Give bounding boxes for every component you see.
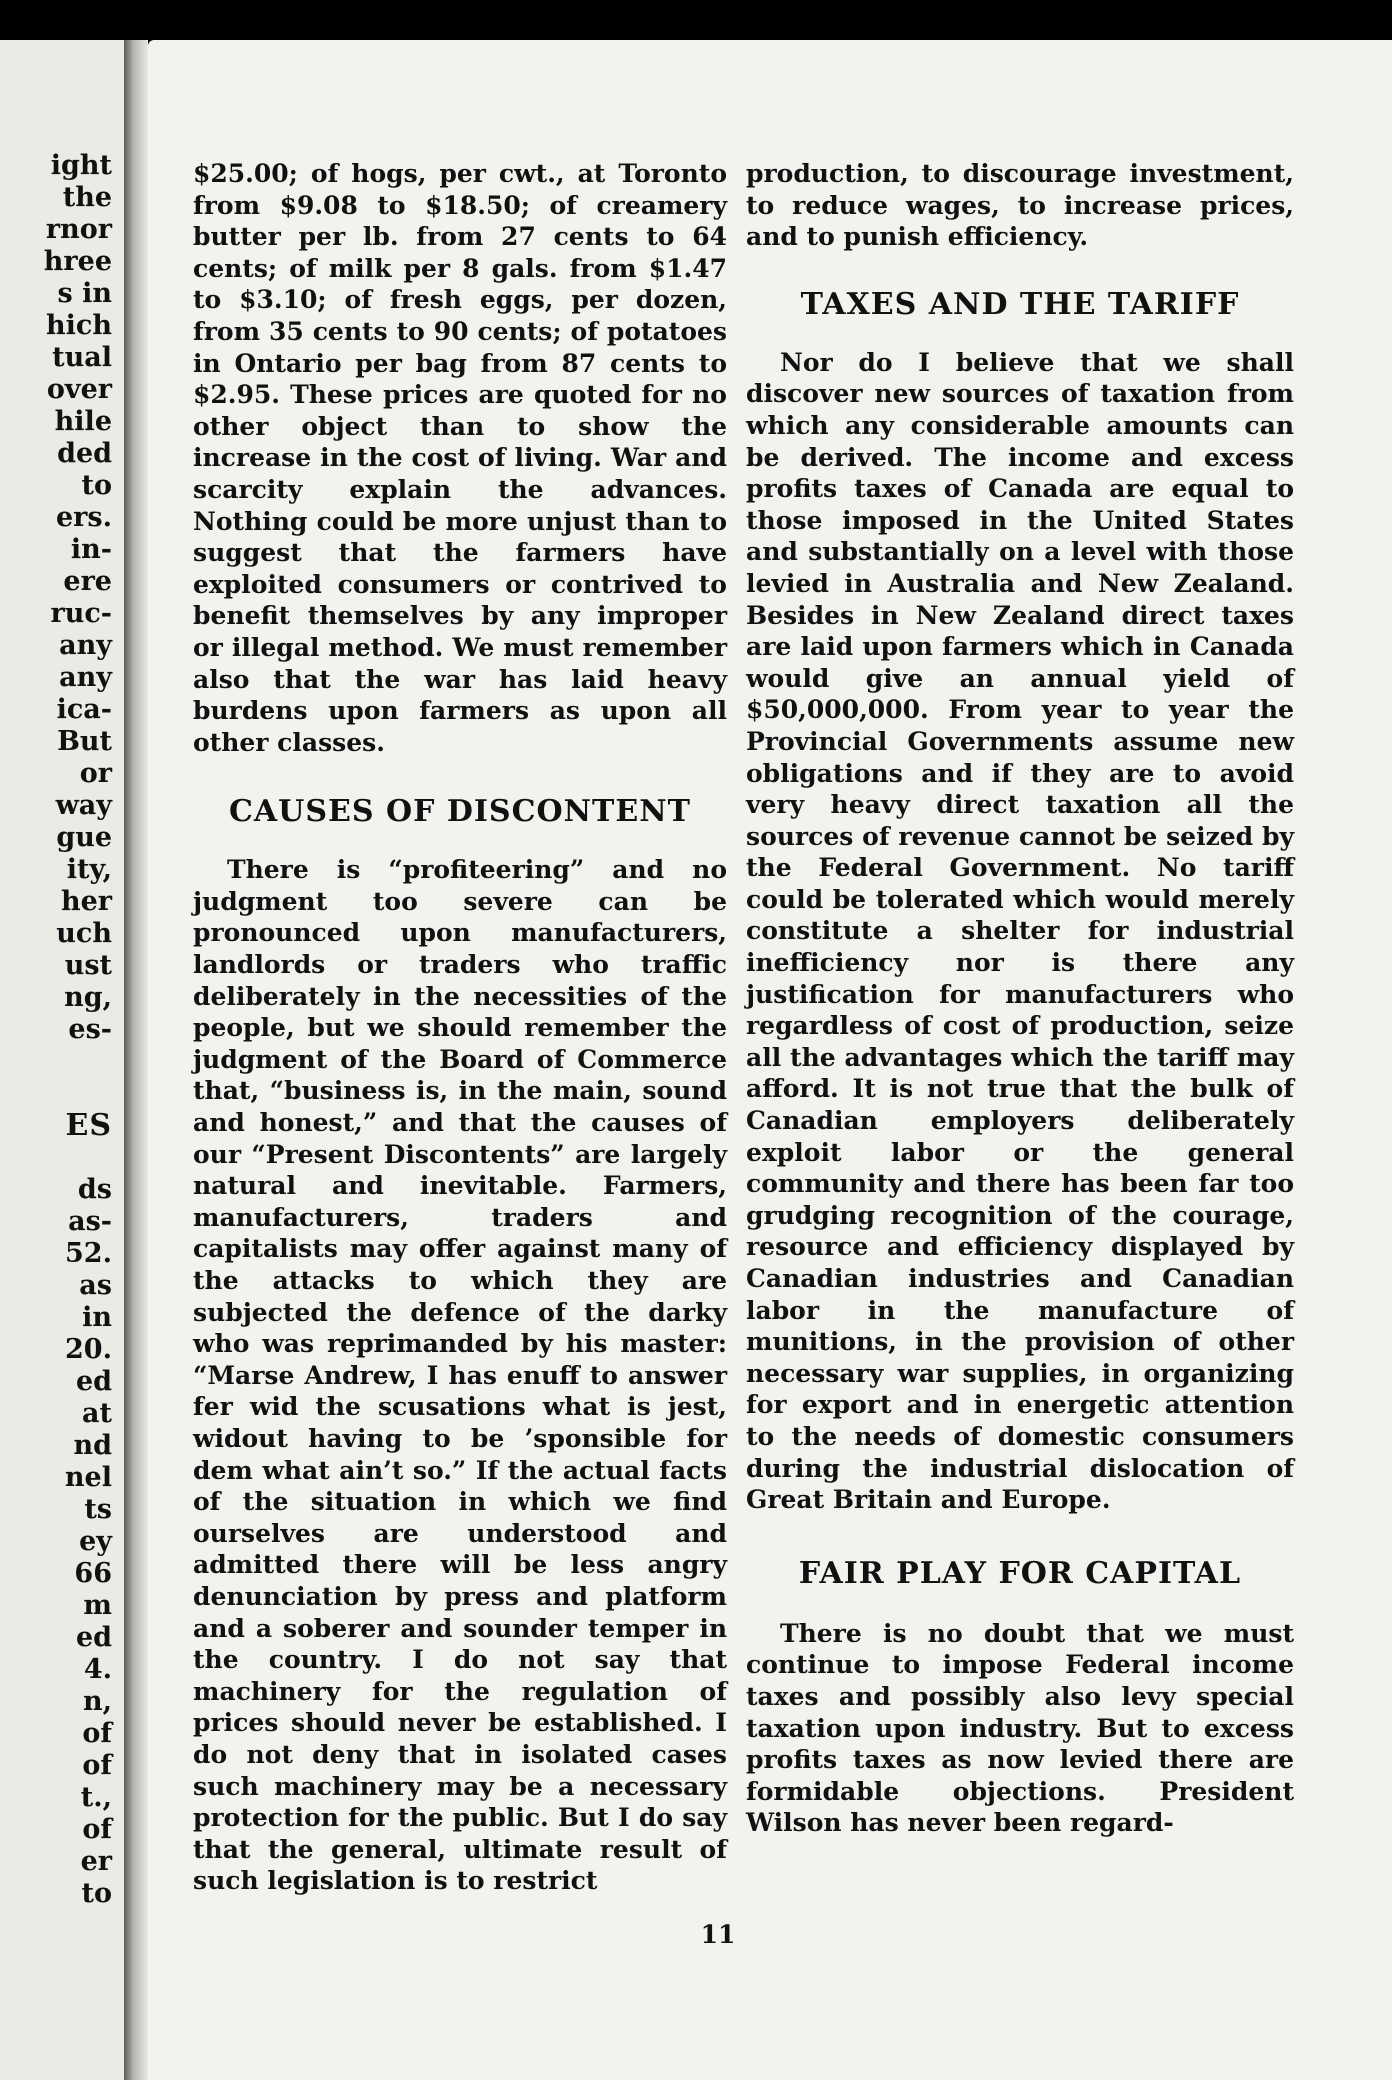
adjacent-page-fragment: ng, xyxy=(64,982,112,1013)
adjacent-page-fragment: to xyxy=(81,470,112,501)
adjacent-page-fragment: n, xyxy=(82,1686,112,1717)
heading-causes-of-discontent: CAUSES OF DISCONTENT xyxy=(229,794,691,830)
adjacent-page-fragment: ts xyxy=(84,1494,112,1525)
adjacent-page-fragment: uch xyxy=(56,918,112,949)
adjacent-page-fragment: hich xyxy=(46,310,112,341)
adjacent-page-fragment: ruc- xyxy=(50,598,112,629)
adjacent-page-fragment: ds xyxy=(77,1174,112,1205)
adjacent-page-fragment: ey xyxy=(79,1526,112,1557)
adjacent-page-fragment: s in xyxy=(57,278,112,309)
right-column xyxy=(746,158,1294,1839)
adjacent-page-fragment: But xyxy=(57,726,112,757)
adjacent-page-fragment: way xyxy=(55,790,112,821)
adjacent-page-fragment: 4. xyxy=(83,1654,112,1685)
adjacent-page-text xyxy=(0,150,112,1910)
adjacent-page-fragment: at xyxy=(82,1398,112,1429)
adjacent-page-fragment: hile xyxy=(54,406,112,437)
adjacent-page-fragment: ed xyxy=(75,1622,112,1653)
book-gutter xyxy=(124,40,148,2080)
adjacent-page-strip xyxy=(0,40,124,2080)
adjacent-page-fragment: nel xyxy=(64,1462,112,1493)
adjacent-page-fragment: 20. xyxy=(65,1334,112,1365)
adjacent-page-fragment: tual xyxy=(52,342,112,373)
adjacent-page-fragment: of xyxy=(82,1814,112,1845)
adjacent-page-fragment: rnor xyxy=(45,214,112,245)
paragraph-taxation: Nor do I believe that we shall discover new sources of taxation from which any considerable amounts can be derived. The income and excess profits taxes of Canada are equal to those imposed in the United States and substantially on a level with those levied in Australia and New Zealand. Besides in New Zealand direct taxes are laid upon farmers which in Canada would give an annual yield of $50,000,000. From year to year the Provincial Governments assume new obligations and if they are to avoid very heavy direct taxation all the sources of revenue cannot be seized by the Federal Government. No tariff could be tolerated which would merely constitute a shelter for industrial inefficiency nor is there any justification for manufacturers who regardless of cost of production, seize all the advantages which the tariff may afford. It is not true that the bulk of Canadian employers deliberately exploit labor or the general community and there has been far too grudging recognition of the courage, resource and efficiency displayed by Canadian industries and Canadian labor in the manufacture of munitions, in the provision of other necessary war supplies, in organizing for export and in energetic attention to the needs of domestic consumers during the industrial dislocation of Great Britain and Europe. xyxy=(746,347,1294,1515)
adjacent-page-fragment: er xyxy=(80,1846,112,1877)
adjacent-page-fragment: her xyxy=(60,886,112,917)
adjacent-page-fragment: any xyxy=(59,630,112,661)
adjacent-page-fragment: to xyxy=(81,1878,112,1909)
adjacent-page-fragment: ica- xyxy=(56,694,112,725)
paragraph-production: production, to discourage investment, to reduce wages, to increase prices, and to punish efficiency. xyxy=(746,159,1294,252)
adjacent-page-fragment: es- xyxy=(68,1014,112,1045)
heading-fair-play-for-capital: FAIR PLAY FOR CAPITAL xyxy=(798,1555,1242,1591)
adjacent-page-fragment: ers. xyxy=(55,502,112,533)
adjacent-page-fragment: in xyxy=(82,1302,112,1333)
adjacent-page-fragment: ded xyxy=(57,438,112,469)
adjacent-page-fragment: ust xyxy=(64,950,112,981)
adjacent-page-fragment: ed xyxy=(75,1366,112,1397)
adjacent-page-fragment: 52. xyxy=(65,1238,112,1269)
adjacent-page-fragment: nd xyxy=(73,1430,112,1461)
adjacent-page-fragment: any xyxy=(59,662,112,693)
adjacent-page-fragment: in- xyxy=(70,534,112,565)
left-column xyxy=(193,158,727,1897)
adjacent-page-fragment: t., xyxy=(80,1782,112,1813)
adjacent-page-fragment: ES xyxy=(65,1108,112,1143)
page-number: 11 xyxy=(700,1920,736,1949)
adjacent-page-fragment: ity, xyxy=(66,854,112,885)
adjacent-page-fragment: of xyxy=(82,1718,112,1749)
adjacent-page-fragment: ight xyxy=(50,150,112,181)
adjacent-page-fragment xyxy=(0,1142,112,1174)
adjacent-page-fragment: m xyxy=(83,1590,112,1621)
adjacent-page-fragment xyxy=(0,1046,112,1078)
adjacent-page-fragment: of xyxy=(82,1750,112,1781)
adjacent-page-fragment: or xyxy=(79,758,112,789)
book-page xyxy=(148,40,1392,2080)
adjacent-page-fragment xyxy=(0,1078,112,1110)
paragraph-profiteering: There is “profiteering” and no judgment too severe can be pronounced upon manufacturers, landlords or traders who traffic deliberately in the necessities of the people, but we should remember the judgment of the Board of Commerce that, “business is, in the main, sound and honest,” and that the causes of our “Present Discontents” are largely natural and inevitable. Farmers, manufacturers, traders and capitalists may offer against many of the attacks to which they are subjected the defence of the darky who was reprimanded by his master: “Marse Andrew, I has enuff to answer fer wid the scusations what is jest, widout having to be ’sponsible for dem what ain’t so.” If the actual facts of the situation in which we find ourselves are understood and admitted there will be less angry denunciation by press and platform and a soberer and sounder temper in the country. I do not say that machinery for the regulation of prices should never be established. I do not deny that in isolated cases such machinery may be a necessary protection for the public. But I do say that the general, ultimate result of such legislation is to restrict xyxy=(193,855,727,1896)
adjacent-page-fragment: hree xyxy=(43,246,112,277)
heading-taxes-and-the-tariff: TAXES AND THE TARIFF xyxy=(800,286,1240,322)
paragraph-prices: $25.00; of hogs, per cwt., at Toronto from $9.08 to $18.50; of creamery butter per lb. from 27 cents to 64 cents; of milk per 8 gals. from $1.47 to $3.10; of fresh eggs, per dozen, from 35 cents to 90 cents; of potatoes in Ontario per bag from 87 cents to $2.95. These prices are quoted for no other object than to show the increase in the cost of living. War and scarcity explain the advances. Nothing could be more unjust than to suggest that the farmers have exploited consumers or contrived to benefit themselves by any improper or illegal method. We must remember also that the war has laid heavy burdens upon farmers as upon all other classes. xyxy=(193,159,727,757)
paragraph-federal-income-taxes: There is no doubt that we must continue to impose Federal income taxes and possibly also levy special taxation upon industry. But to excess profits taxes as now levied there are formidable objections. President Wilson has never been regard- xyxy=(746,1618,1294,1838)
adjacent-page-fragment: 66 xyxy=(74,1558,112,1589)
adjacent-page-fragment: as- xyxy=(68,1206,112,1237)
adjacent-page-fragment: gue xyxy=(56,822,112,853)
adjacent-page-fragment: over xyxy=(46,374,112,405)
adjacent-page-fragment: ere xyxy=(63,566,112,597)
adjacent-page-fragment: as xyxy=(79,1270,112,1301)
adjacent-page-fragment: the xyxy=(62,182,112,213)
